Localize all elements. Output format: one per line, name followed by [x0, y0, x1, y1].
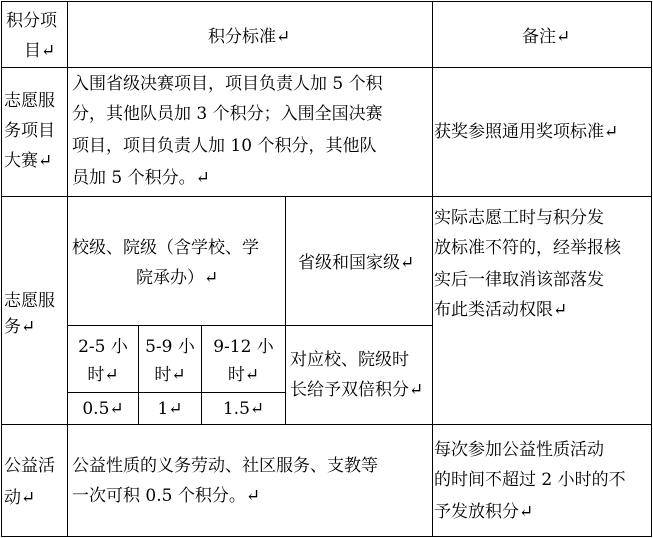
hours-range-2: 5-9 小 [145, 337, 195, 357]
header-remark: 备注↵ [522, 27, 571, 47]
service-name-line1: 志愿服 [4, 291, 55, 311]
table-row-divider [1, 424, 652, 425]
table-col-divider [67, 1, 68, 537]
service-remark-line2: 放标准不符的，经举报核 [434, 238, 621, 258]
competition-standard-line1: 入围省级决赛项目，项目负责人加 5 个积 [72, 74, 383, 94]
competition-standard-line2: 分，其他队员加 3 个积分；入围全国决赛 [72, 104, 383, 124]
school-level-line2: 院承办）↵ [136, 268, 219, 288]
competition-name-line1: 志愿服 [4, 91, 55, 111]
service-remark-line4: 布此类活动权限↵ [434, 300, 568, 320]
header-standard: 积分标准↵ [208, 27, 291, 47]
welfare-standard-line2: 一次可积 0.5 个积分。↵ [72, 486, 261, 506]
welfare-name-line1: 公益活 [4, 456, 55, 476]
hours-points-3: 1.5↵ [222, 399, 265, 419]
welfare-remark-line2: 的时间不超过 2 小时的不 [434, 470, 626, 490]
table-cell-divider [285, 196, 286, 424]
table-border-top [1, 1, 652, 2]
school-level-line1: 校级、院级（含学校、学 [72, 238, 259, 258]
header-col1-line1: 积分项 [6, 11, 57, 31]
competition-standard-line4: 员加 5 个积分。↵ [72, 168, 210, 188]
double-points-line2: 长给予双倍积分↵ [290, 380, 424, 400]
table-border-left [1, 1, 2, 537]
hours-unit-1: 时↵ [87, 365, 119, 385]
hours-points-2: 1↵ [157, 399, 183, 419]
hours-unit-2: 时↵ [154, 365, 186, 385]
competition-name-line3: 大赛↵ [4, 151, 53, 171]
double-points-line1: 对应校、院级时 [290, 350, 409, 370]
hours-range-1: 2-5 小 [78, 337, 128, 357]
provincial-level: 省级和国家级↵ [298, 253, 415, 273]
competition-name-line2: 务项目 [4, 121, 55, 141]
table-cell-divider [67, 392, 285, 393]
service-remark-line1: 实际志愿工时与积分发 [434, 208, 604, 228]
competition-remark: 获奖参照通用奖项标准↵ [434, 122, 619, 142]
hours-points-1: 0.5↵ [82, 399, 124, 419]
table-border-right [651, 1, 652, 537]
header-col1-line2: 目↵ [24, 41, 56, 61]
service-remark-line3: 实后一律取消该部落发 [434, 270, 604, 290]
table-border-bottom [1, 536, 652, 537]
table-row-divider [1, 196, 652, 197]
table-cell-divider [67, 325, 432, 326]
welfare-remark-line1: 每次参加公益性质活动 [434, 440, 604, 460]
welfare-standard-line1: 公益性质的义务劳动、社区服务、支教等 [72, 456, 378, 476]
hours-range-3: 9-12 小 [213, 337, 274, 357]
welfare-name-line2: 动↵ [4, 488, 36, 508]
table-row-divider [1, 67, 652, 68]
table-col-divider [432, 1, 433, 537]
welfare-remark-line3: 予发放积分↵ [434, 502, 534, 522]
competition-standard-line3: 项目，项目负责人加 10 个积分，其他队 [72, 136, 377, 156]
service-name-line2: 务↵ [4, 317, 36, 337]
hours-unit-3: 时↵ [227, 365, 260, 385]
